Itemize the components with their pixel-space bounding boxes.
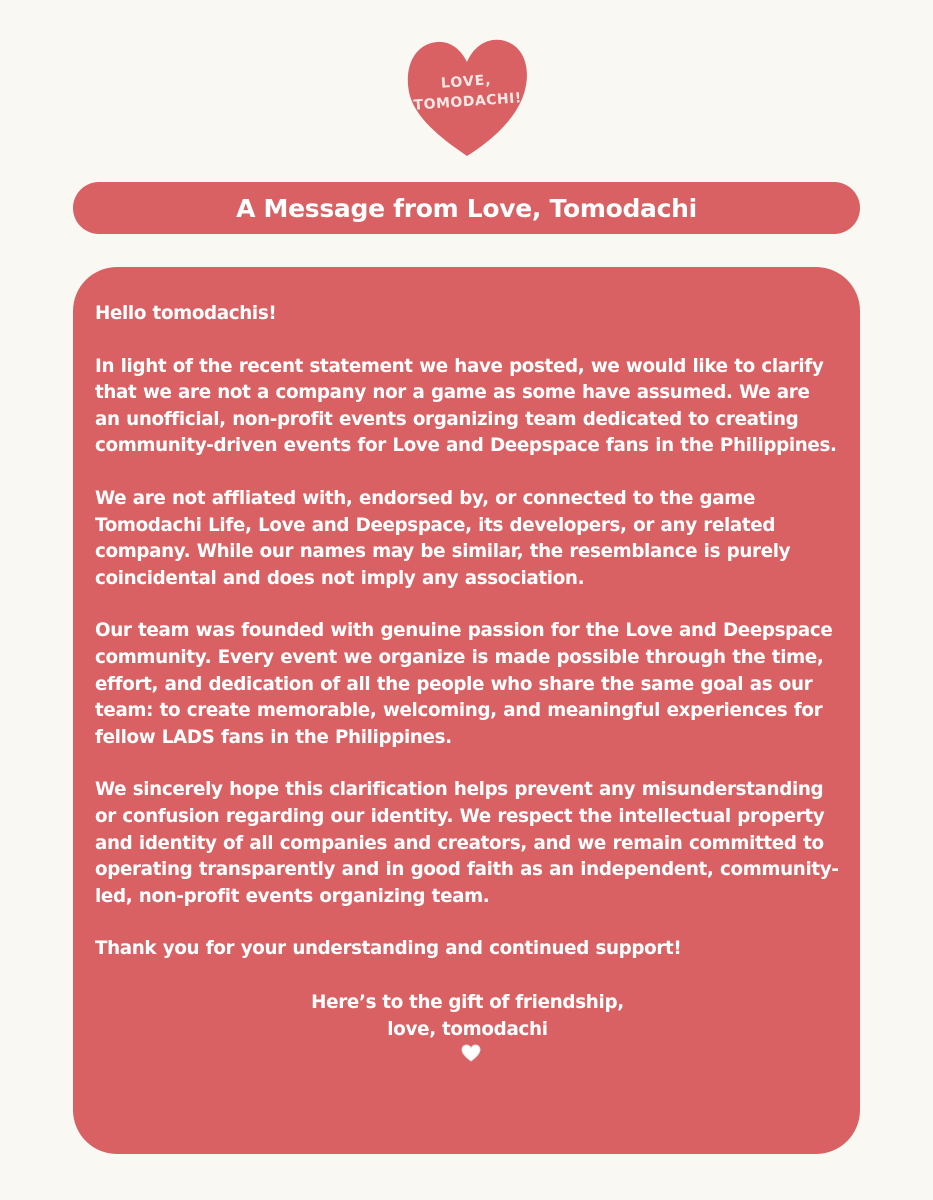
title-banner xyxy=(73,182,860,234)
paragraph-founding: Our team was founded with genuine passion for the Love and Deepspace community. Every event we organize is made possible through the time, effort, and dedication of all the people who share the same goal as our team: to create memorable, welcoming, and meaningful experiences for fellow LADS fans in the Philippines. xyxy=(95,620,833,748)
paragraph-commitment: We sincerely hope this clarification helps prevent any misunderstanding or confusion regarding our identity. We respect the intellectual property and identity of all companies and creators, and we remain committed to operating transparently and in good faith as an independent, community-led, non-profit events organizing team. xyxy=(95,779,839,907)
signoff-line-2: love, tomodachi xyxy=(387,1018,548,1040)
signoff-line-1: Here’s to the gift of friendship, xyxy=(311,991,624,1013)
message-card xyxy=(73,267,860,1154)
paragraph-clarification: In light of the recent statement we have posted, we would like to clarify that we are not a company nor a game as some have assumed. We are an unofficial, non-profit events organizing team dedicated to creating community-driven events for Love and Deepspace fans in the Philippines. xyxy=(95,355,837,457)
paragraph-disclaimer: We are not affliated with, endorsed by, or connected to the game Tomodachi Life, Love and Deepspace, its developers, or any related company. While our names may be similar, the resemblance is purely coincidental and does not imply any association. xyxy=(95,487,791,589)
page-title: A Message from Love, Tomodachi xyxy=(236,193,697,223)
thanks-text: Thank you for your understanding and continued support! xyxy=(95,938,682,960)
logo-line-1: LOVE, xyxy=(440,72,493,92)
signoff xyxy=(95,989,840,1070)
white-heart-icon xyxy=(101,1043,840,1070)
greeting-text: Hello tomodachis! xyxy=(95,303,277,324)
heart-logo xyxy=(403,36,531,160)
signoff-line-2-wrapper xyxy=(95,1016,840,1070)
logo-line-2: TOMODACHI! xyxy=(413,90,523,114)
